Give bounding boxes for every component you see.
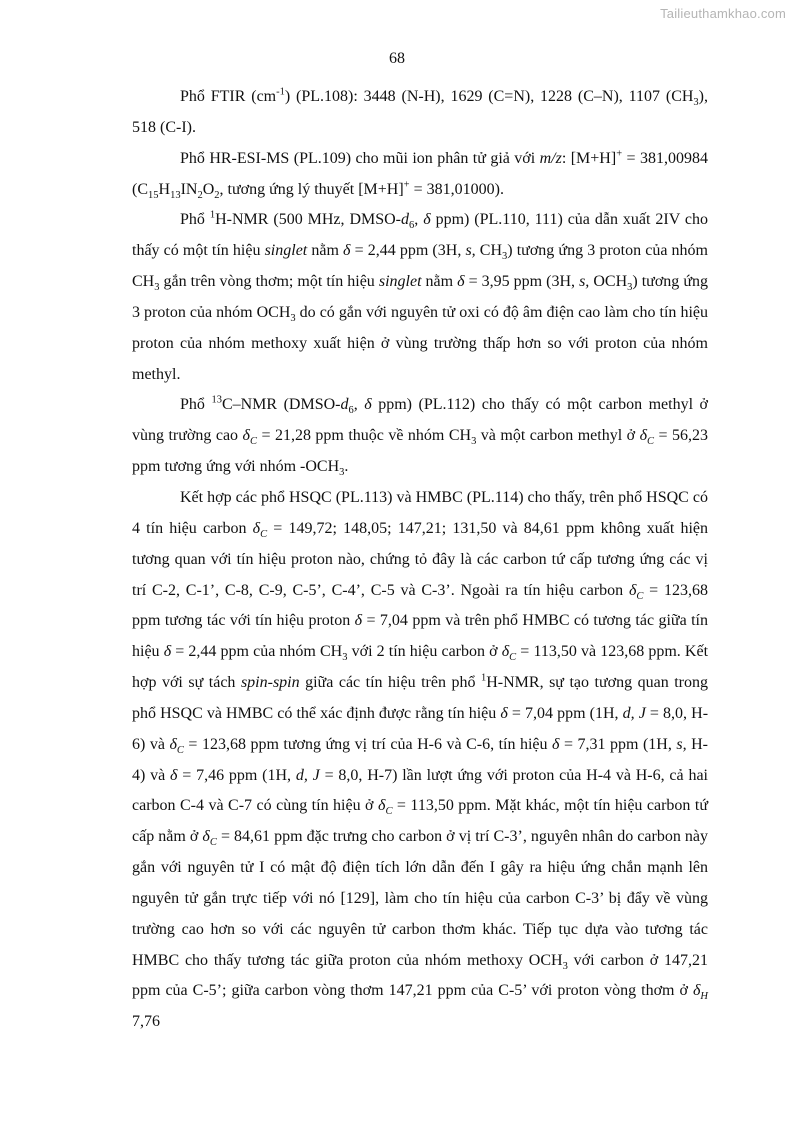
- text-run: 13: [211, 395, 222, 407]
- text-run: H-NMR (500 MHz, DMSO-: [215, 211, 402, 229]
- text-run: 6: [348, 405, 354, 417]
- text-run: = 381,00984 (C: [132, 149, 709, 198]
- text-run: = 2,44 ppm (3H,: [350, 242, 466, 260]
- text-run: C: [509, 652, 517, 664]
- text-run: O: [202, 180, 215, 198]
- text-run: 3: [154, 282, 160, 294]
- text-run: ), 518 (C-I).: [132, 88, 708, 136]
- text-run: CH: [475, 242, 503, 260]
- text-run: singlet: [378, 273, 422, 291]
- text-run: δ: [364, 396, 372, 414]
- text-run: với carbon ở 147,21 ppm của C-5’; giữa carbon vòng thơm 147,21 ppm của C-5’ với proton vòng thơm ở: [132, 951, 708, 1000]
- text-run: +: [616, 148, 623, 160]
- text-run: 1: [480, 672, 487, 684]
- text-run: OCH: [589, 273, 628, 291]
- text-run: δ: [457, 273, 465, 291]
- text-run: 3: [342, 652, 348, 664]
- text-run: s,: [465, 242, 476, 260]
- text-run: C: [385, 806, 393, 818]
- text-run: ,: [414, 211, 424, 229]
- paragraph-13c-nmr: [132, 390, 708, 483]
- text-run: 13: [170, 189, 181, 201]
- text-run: d, J: [622, 704, 646, 722]
- text-run: 2: [197, 189, 203, 201]
- watermark: Tailieuthamkhao.com: [660, 6, 786, 21]
- text-run: ) (PL.108): 3448 (N-H), 1629 (C=N), 1228 (C–N), 1107 (CH: [284, 88, 694, 105]
- text-run: s,: [579, 273, 590, 291]
- text-run: C: [647, 436, 655, 448]
- text-run: 3: [693, 97, 699, 109]
- text-run: .: [344, 458, 349, 476]
- text-run: ) tương ứng 3 proton của nhóm CH: [132, 242, 709, 291]
- text-run: : [M+H]: [561, 149, 617, 167]
- text-run: = 113,50 và 123,68 ppm. Kết hợp với sự tách: [132, 643, 709, 692]
- text-run: δ: [639, 427, 648, 445]
- text-run: δ: [343, 242, 351, 260]
- text-run: = 123,68 ppm tương tác với tín hiệu proton: [132, 581, 708, 630]
- text-run: nằm: [307, 242, 344, 260]
- text-run: C–NMR (DMSO-: [221, 396, 341, 414]
- text-run: d: [340, 396, 349, 414]
- text-run: singlet: [264, 242, 308, 260]
- text-run: -1: [276, 86, 285, 98]
- text-run: δ: [354, 612, 363, 630]
- text-run: ) tương ứng 3 proton của nhóm OCH: [132, 273, 709, 321]
- text-run: +: [403, 179, 410, 191]
- paragraph-hsqc-hmbc: [132, 483, 708, 1038]
- text-run: δ: [692, 982, 701, 1000]
- text-run: C: [209, 837, 217, 849]
- text-run: = 7,04 ppm (1H,: [507, 704, 623, 722]
- text-run: và một carbon methyl ở: [476, 427, 640, 445]
- text-run: C: [636, 590, 644, 602]
- text-run: = 113,50 ppm. Mặt khác, một tín hiệu carbon tứ cấp nằm ở: [132, 797, 709, 846]
- text-run: với 2 tín hiệu carbon ở: [347, 643, 502, 661]
- text-run: = 84,61 ppm đặc trưng cho carbon ở vị trí C-3’, nguyên nhân do carbon này gắn với nguyên tử I có mật độ điện tích lớn dẫn đến I gây ra hiệu ứng chắn mạnh lên nguyên tử gắn trực tiếp với nó [129], làm cho tín hiệu của carbon C-3’ bị đẩy về vùng trường cao hơn so với các nguyên tử carbon thơm khác. Tiếp tục dựa vào tương tác HMBC cho thấy tương tác giữa proton của nhóm methoxy OCH: [132, 828, 708, 969]
- text-run: do có gắn với nguyên tử oxi có độ âm điện cao làm cho tín hiệu proton của nhóm methoxy xuất hiện ở vùng trường thấp hơn so với proton của nhóm methyl.: [132, 303, 709, 383]
- text-run: = 7,04 ppm và trên phổ HMBC có tương tác giữa tín hiệu: [132, 612, 708, 661]
- text-run: Phổ FTIR (cm: [180, 88, 277, 105]
- text-run: 6: [409, 220, 415, 232]
- text-run: 15: [148, 189, 159, 201]
- text-run: δ: [552, 735, 560, 753]
- text-run: = 21,28 ppm thuộc về nhóm CH: [256, 427, 472, 445]
- text-run: C: [176, 744, 184, 756]
- text-run: 3: [562, 960, 568, 972]
- text-run: C: [249, 436, 257, 448]
- text-run: = 123,68 ppm tương ứng vị trí của H-6 và C-6, tín hiệu: [183, 735, 553, 753]
- text-run: giữa các tín hiệu trên phổ: [299, 674, 481, 692]
- text-run: m/z: [539, 149, 562, 167]
- text-run: H-NMR, sự tạo tương quan trong phổ HSQC và HMBC có thể xác định được rằng tín hiệu: [132, 674, 708, 722]
- text-run: = 7,46 ppm (1H,: [177, 766, 296, 784]
- paragraph-ftir: [132, 82, 708, 144]
- text-run: = 56,23 ppm tương ứng với nhóm -OCH: [132, 427, 708, 476]
- text-run: 3: [339, 467, 345, 479]
- text-run: Kết hợp các phổ HSQC (PL.113) và HMBC (PL.114) cho thấy, trên phổ HSQC có 4 tín hiệu carbon: [132, 488, 708, 537]
- text-run: gắn trên vòng thơm; một tín hiệu: [159, 273, 379, 291]
- text-run: 3: [290, 313, 296, 325]
- text-run: s,: [676, 735, 687, 753]
- text-run: ppm) (PL.112) cho thấy có một carbon methyl ở vùng trường cao: [132, 396, 709, 445]
- text-run: spin-spin: [240, 674, 300, 692]
- paragraph-hr-esi-ms: [132, 144, 708, 206]
- text-run: 3: [471, 436, 477, 448]
- text-run: δ: [500, 704, 508, 722]
- text-run: nằm: [421, 273, 458, 291]
- text-run: δ: [628, 581, 637, 599]
- text-run: , tương ứng lý thuyết [M+H]: [219, 180, 404, 198]
- text-run: δ: [423, 211, 431, 229]
- text-run: δ: [169, 735, 177, 753]
- text-run: = 381,01000).: [409, 180, 504, 198]
- text-run: δ: [252, 519, 261, 537]
- text-run: 2: [214, 189, 220, 201]
- body-text: [132, 82, 708, 1038]
- text-run: 7,76: [132, 1013, 160, 1031]
- page-number: 68: [389, 50, 405, 67]
- text-run: = 8,0, H-6) và: [132, 704, 709, 753]
- text-run: δ: [163, 643, 172, 661]
- paragraph-1h-nmr: [132, 205, 708, 390]
- text-run: ,: [353, 396, 365, 414]
- text-run: Phổ: [180, 211, 210, 229]
- text-run: d, J: [295, 766, 320, 784]
- text-run: 3: [502, 251, 508, 263]
- text-run: 1: [209, 210, 216, 222]
- text-run: = 2,44 ppm của nhóm CH: [171, 643, 343, 661]
- text-run: δ: [242, 427, 250, 445]
- text-run: ppm) (PL.110, 111) của dẫn xuất 2IV cho thấy có một tín hiệu: [132, 211, 708, 260]
- text-run: = 3,95 ppm (3H,: [464, 273, 580, 291]
- text-run: H: [158, 180, 171, 198]
- text-run: = 149,72; 148,05; 147,21; 131,50 và 84,61 ppm không xuất hiện tương quan với tín hiệu proton nào, chứng tỏ đây là các carbon tứ cấp tương ứng các vị trí C-2, C-1’, C-8, C-9, C-5’, C-4’, C-5 và C-3’. Ngoài ra tín hiệu carbon: [132, 519, 708, 599]
- text-run: Phổ HR-ESI-MS (PL.109) cho mũi ion phân tử giả với: [180, 149, 540, 167]
- text-run: δ: [378, 797, 386, 815]
- text-run: C: [260, 529, 268, 540]
- text-run: Phổ: [180, 396, 212, 414]
- text-run: δ: [170, 766, 178, 784]
- text-run: d: [401, 211, 410, 229]
- text-run: H: [700, 991, 708, 1003]
- text-run: = 7,31 ppm (1H,: [559, 735, 677, 753]
- text-run: 3: [627, 282, 633, 294]
- text-run: H-4) và: [132, 735, 708, 784]
- text-run: δ: [501, 643, 510, 661]
- text-run: = 8,0, H-7) lần lượt ứng với proton của H-4 và H-6, cả hai carbon C-4 và C-7 có cùng tín hiệu ở: [132, 766, 708, 815]
- text-run: IN: [180, 180, 198, 198]
- text-run: δ: [202, 828, 210, 846]
